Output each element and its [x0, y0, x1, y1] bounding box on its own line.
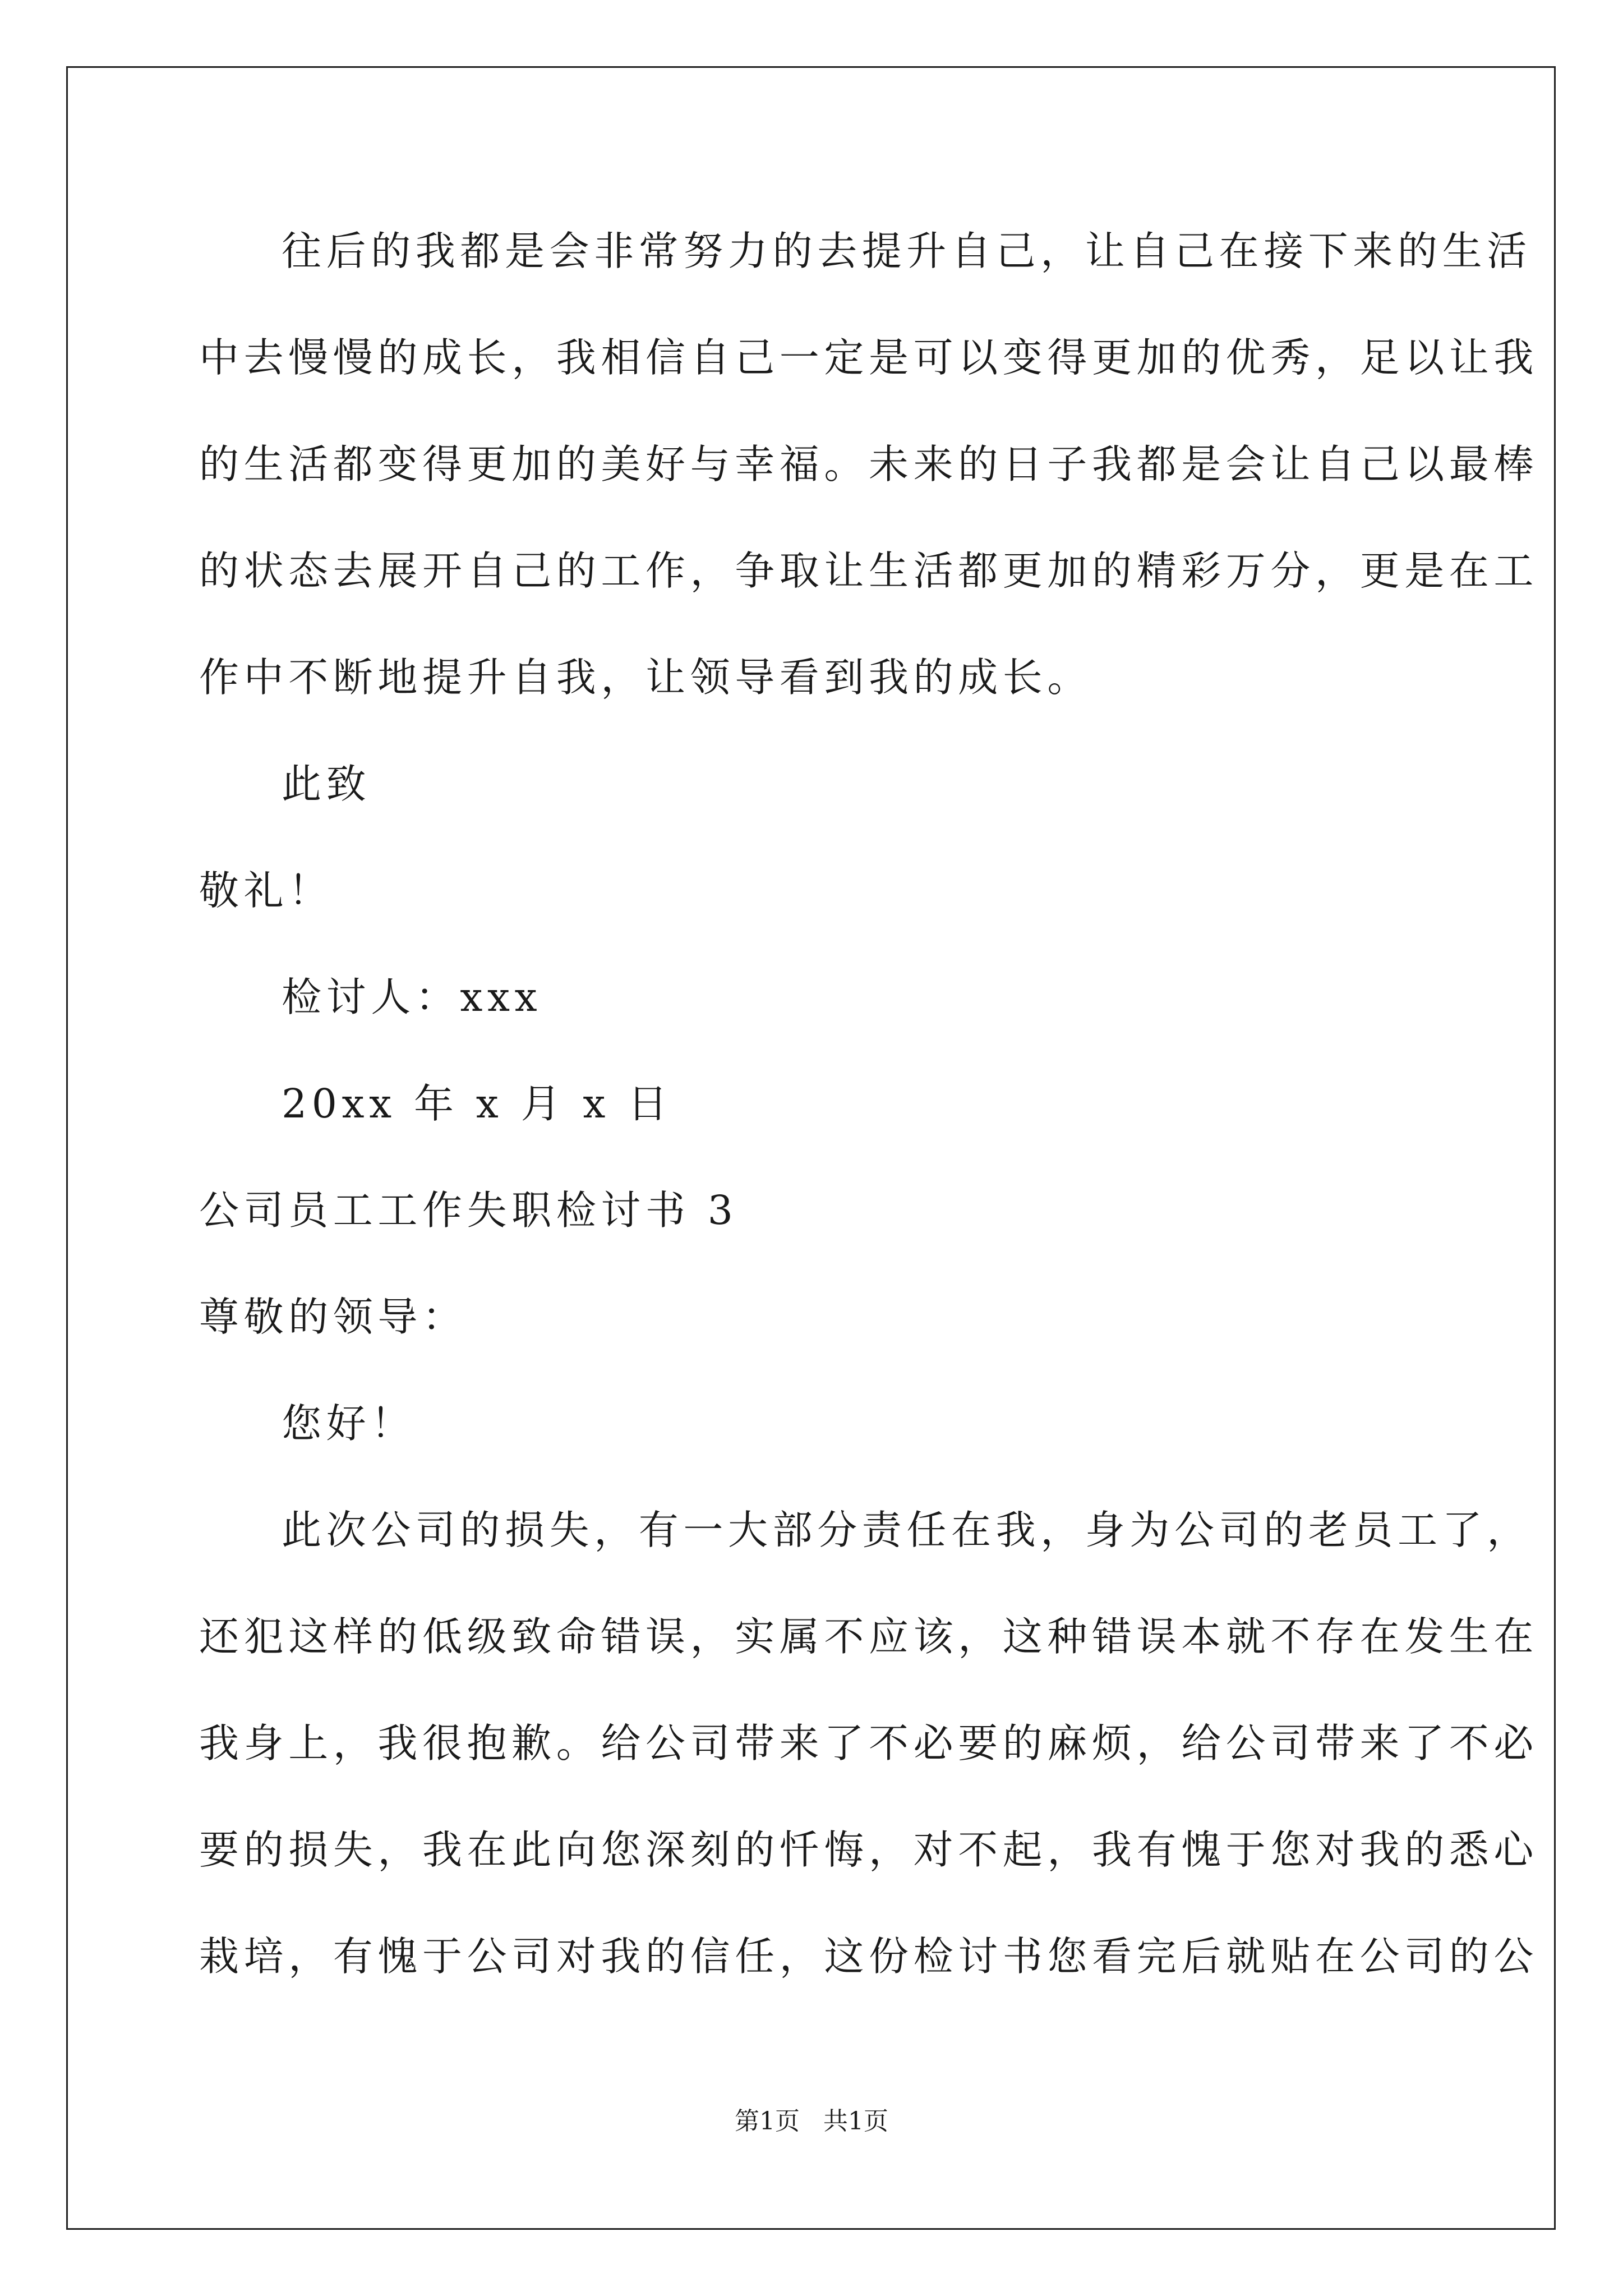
paragraph-line: 作中不断地提升自我，让领导看到我的成长。: [199, 654, 1092, 701]
greeting: 您好！: [282, 1400, 416, 1447]
page-footer: 第1页 共1页: [735, 2107, 888, 2136]
paragraph-line: 的状态去展开自己的工作，争取让生活都更加的精彩万分，更是在工: [199, 547, 1539, 594]
paragraph-line: 我身上，我很抱歉。给公司带来了不必要的麻烦，给公司带来了不必: [199, 1720, 1539, 1766]
paragraph-line: 要的损失，我在此向您深刻的忏悔，对不起，我有愧于您对我的悉心: [199, 1826, 1539, 1873]
paragraph-line: 还犯这样的低级致命错误，实属不应该，这种错误本就不存在发生在: [199, 1613, 1539, 1660]
closing-salutation: 此致: [282, 761, 371, 807]
signature-date: 20xx 年 x 月 x 日: [282, 1080, 672, 1127]
paragraph-line: 往后的我都是会非常努力的去提升自己，让自己在接下来的生活: [282, 228, 1532, 274]
closing-regards: 敬礼！: [199, 867, 333, 914]
signature-author: 检讨人：xxx: [282, 974, 542, 1020]
paragraph-line: 此次公司的损失，有一大部分责任在我，身为公司的老员工了，: [282, 1507, 1532, 1553]
paragraph-line: 栽培，有愧于公司对我的信任，这份检讨书您看完后就贴在公司的公: [199, 1933, 1539, 1980]
section-title: 公司员工工作失职检讨书 3: [199, 1187, 738, 1234]
letter-salutation: 尊敬的领导：: [199, 1294, 467, 1340]
document-body: [199, 212, 1539, 2024]
paragraph-line: 中去慢慢的成长，我相信自己一定是可以变得更加的优秀，足以让我: [199, 334, 1539, 381]
paragraph-line: 的生活都变得更加的美好与幸福。未来的日子我都是会让自己以最棒: [199, 441, 1539, 487]
